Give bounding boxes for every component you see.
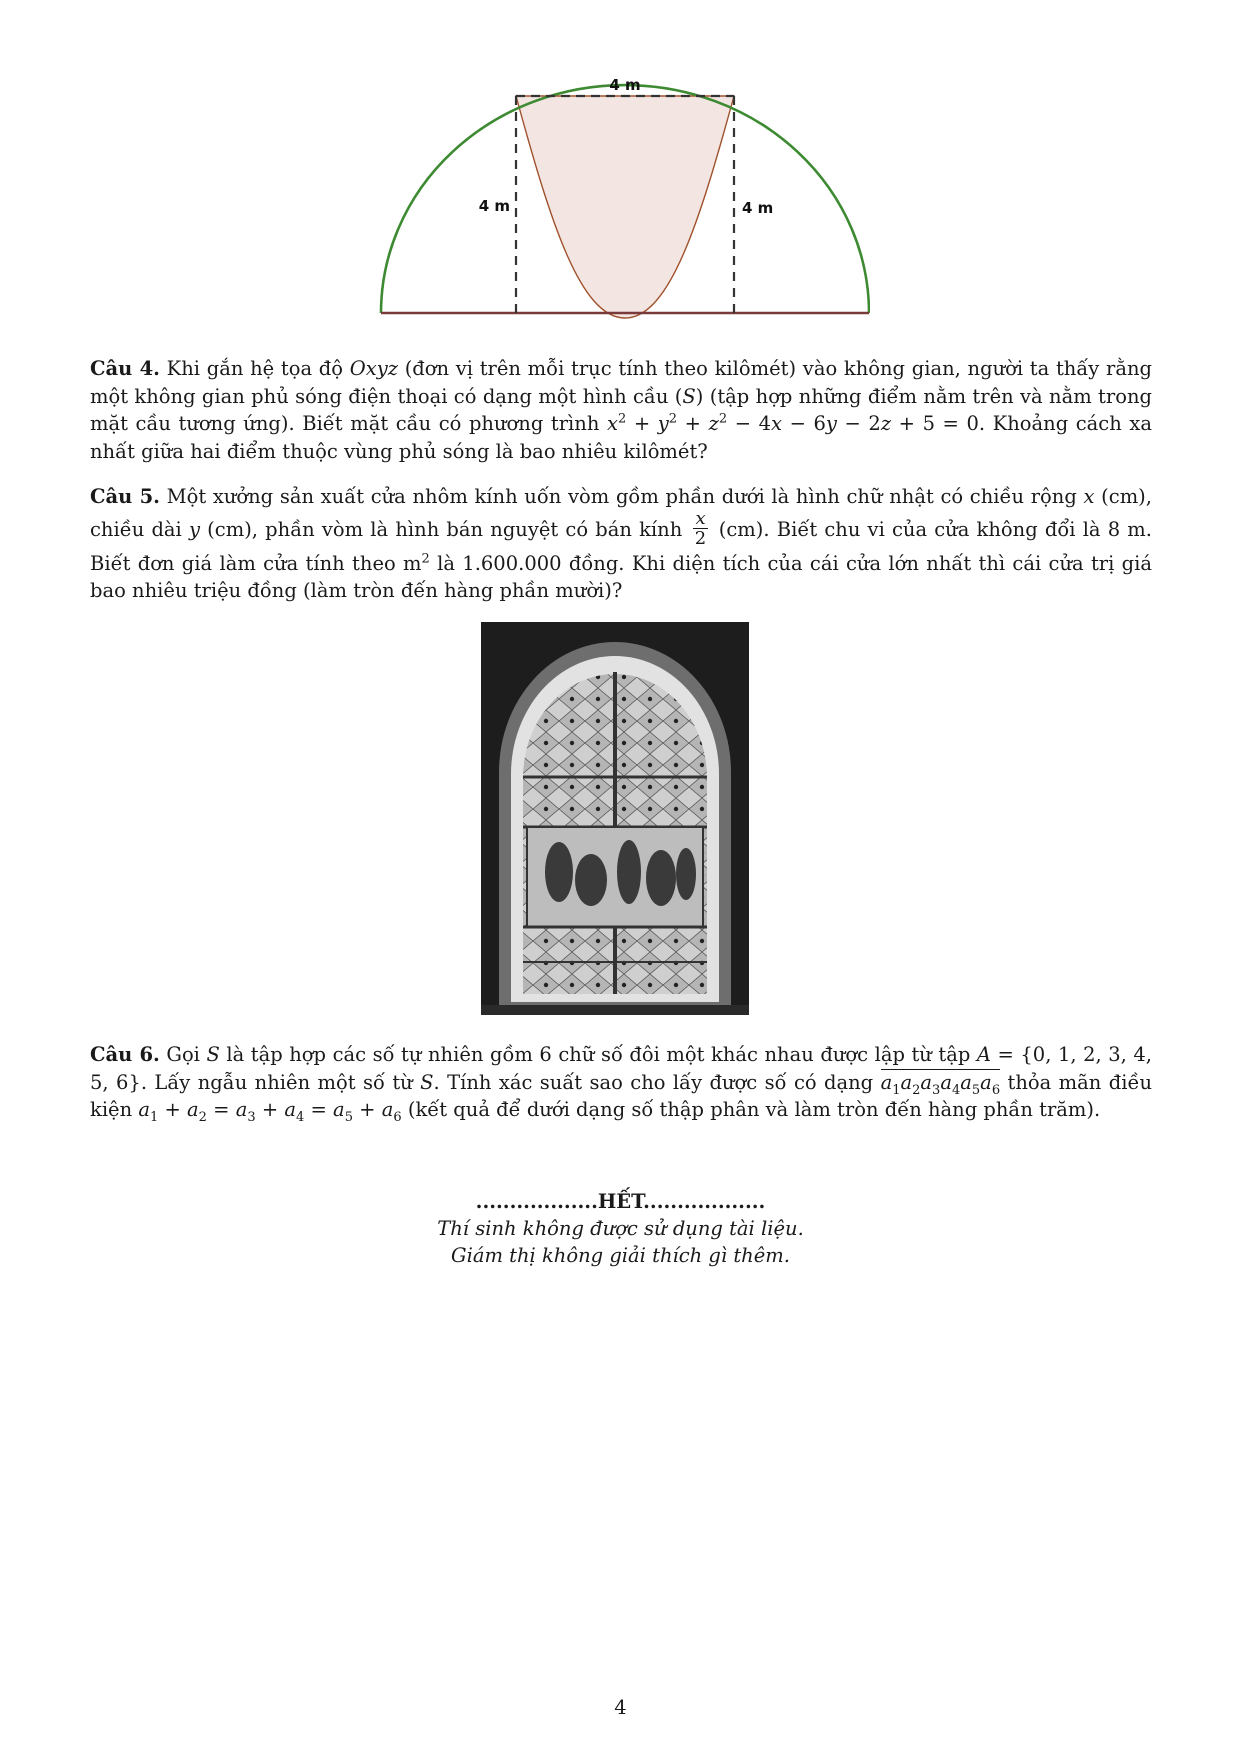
end-marker: ..................HẾT.................. xyxy=(475,1190,766,1213)
question-5 xyxy=(90,483,1152,605)
note-1: Thí sinh không được sử dụng tài liệu. xyxy=(437,1217,804,1240)
q4-text-2: (đơn vị trên mỗi trục tính theo kilômét) vào không gian, người ta thấy rằng một không gian phủ sóng điện thoại có dạng một hình cầu ( xyxy=(90,357,1153,408)
q6-math-s: S xyxy=(206,1043,220,1066)
page-number: 4 xyxy=(614,1696,627,1719)
q6-text-2: là tập hợp các số tự nhiên gồm 6 chữ số đôi một khác nhau được lập từ tập xyxy=(219,1043,977,1066)
label-left: 4 m xyxy=(478,197,510,215)
q5-text-1: Một xưởng sản xuất cửa nhôm kính uốn vòm gồm phần dưới là hình chữ nhật có chiều rộng xyxy=(159,485,1084,508)
q6-condition: $a_1 + a_2 = a_3 + a_4 = a_5 + a_6$ xyxy=(138,1098,402,1125)
stained-glass-window-image xyxy=(481,622,749,1015)
q5-math-x: x xyxy=(1083,485,1095,508)
q5-text-4: (cm). Biết chu vi của cửa không đổi là 8 m. Biết đơn giá làm cửa tính theo m xyxy=(90,517,1152,575)
q4-text-3: ) (tập hợp những điểm nằm trên và nằm trong mặt cầu tương ứng). Biết mặt cầu có phương trình xyxy=(90,384,1152,435)
q5-frac-num: x xyxy=(695,507,706,529)
label-top: 4 m xyxy=(609,76,641,94)
semicircle-parabola-figure xyxy=(370,60,870,320)
q6-text-5: thỏa mãn điều kiện xyxy=(90,1070,1152,1121)
q6-math-s2: S xyxy=(420,1070,434,1094)
label-right: 4 m xyxy=(742,199,774,217)
question-4 xyxy=(90,355,1152,465)
q6-text-3: = {0, 1, 2, 3, 4, 5, 6}. Lấy ngẫu nhiên một số từ xyxy=(90,1043,1152,1094)
question-6 xyxy=(90,1041,1152,1124)
q4-label: Câu 4. xyxy=(90,357,160,380)
q6-math-a: A xyxy=(976,1043,991,1066)
note-2: Giám thị không giải thích gì thêm. xyxy=(451,1244,790,1267)
q4-math-s: S xyxy=(682,384,696,408)
q6-label: Câu 6. xyxy=(90,1043,160,1066)
q6-overline-number: $a_1a_2a_3a_4a_5a_6$ xyxy=(880,1070,1001,1098)
q5-frac-den: 2 xyxy=(694,527,707,549)
q5-label: Câu 5. xyxy=(90,485,160,508)
q4-equation: $x^2 + y^2 + z^2 - 4x - 6y - 2z + 5 = 0$ xyxy=(607,411,979,435)
q5-text-2: (cm), chiều dài xyxy=(90,485,1152,541)
q5-sup: 2 xyxy=(421,551,430,566)
q4-text-4: . Khoảng cách xa nhất giữa hai điểm thuộc vùng phủ sóng là bao nhiêu kilômét? xyxy=(90,412,1152,463)
parabola-region xyxy=(516,96,734,318)
q6-text-4: . Tính xác suất sao cho lấy được số có dạng xyxy=(433,1070,881,1094)
q5-text-3: (cm), phần vòm là hình bán nguyệt có bán kính xyxy=(200,517,690,541)
q4-text-1: Khi gắn hệ tọa độ xyxy=(159,357,350,380)
q4-math-oxyz: Oxyz xyxy=(349,357,398,380)
q5-math-y: y xyxy=(188,517,200,541)
q5-fraction xyxy=(693,509,707,548)
q5-text-5: là 1.600.000 đồng. Khi diện tích của cái cửa lớn nhất thì cái cửa trị giá bao nhiêu triệu đồng (làm tròn đến hàng phần mười)? xyxy=(90,551,1152,602)
q6-text-6: (kết quả để dưới dạng số thập phân và làm tròn đến hàng phần trăm). xyxy=(401,1098,1101,1121)
q6-text-1: Gọi xyxy=(159,1043,207,1066)
